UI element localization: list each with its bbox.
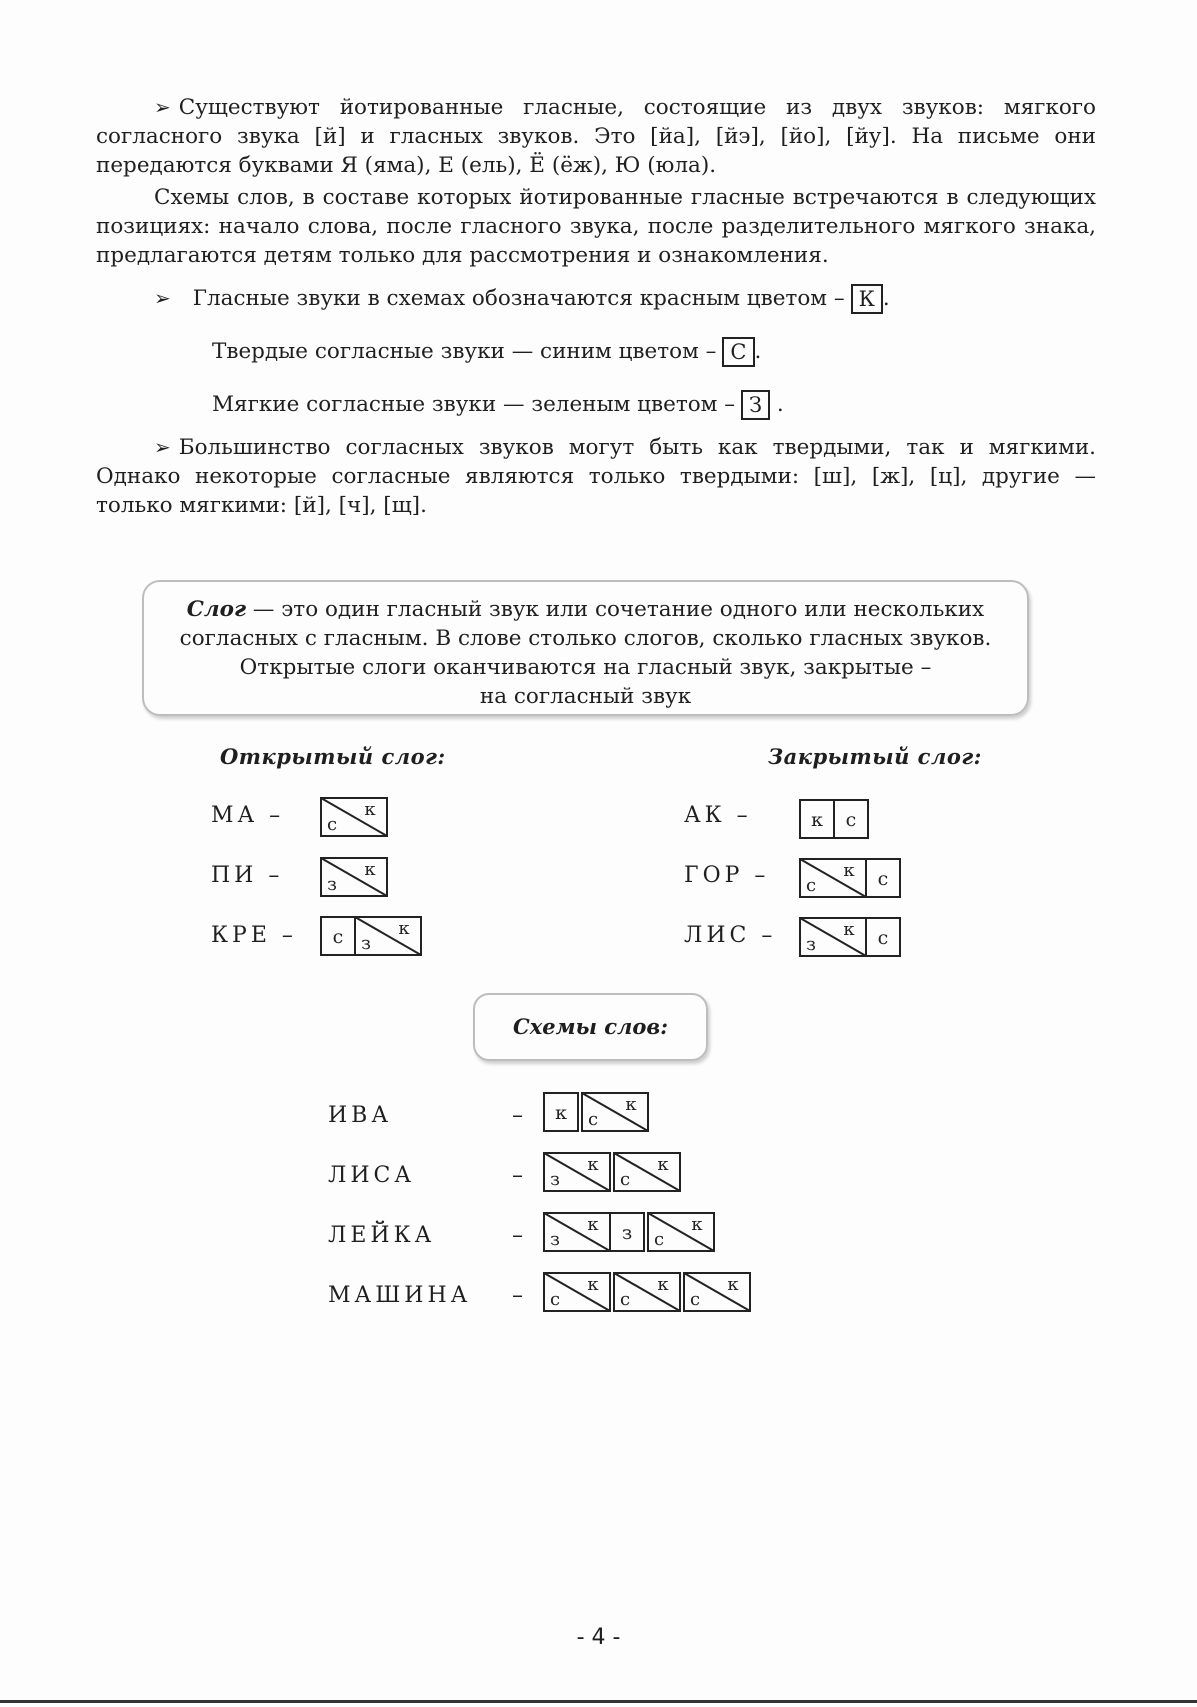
scheme-letter: к bbox=[587, 1274, 599, 1295]
paragraph-hard-soft bbox=[96, 433, 1096, 520]
open-syllable-heading: Открытый слог: bbox=[220, 744, 446, 769]
arrow-bullet-icon: ➢ bbox=[154, 95, 171, 119]
scheme-letter: к bbox=[587, 1214, 599, 1235]
scheme-letter: с bbox=[332, 926, 344, 948]
sound-scheme-svg bbox=[543, 1212, 715, 1252]
open-word-ma: МА – bbox=[211, 803, 285, 828]
scheme-letter: к bbox=[555, 1102, 567, 1124]
open-word-kre: КРЕ – bbox=[211, 923, 297, 948]
soft-sample-box: З bbox=[741, 390, 770, 420]
sound-scheme-svg bbox=[543, 1272, 751, 1312]
scheme-letter: к bbox=[364, 859, 376, 880]
scheme-letter: к bbox=[843, 860, 855, 881]
rule-line-3: Открытые слоги оканчиваются на гласный звук, закрытые – bbox=[239, 655, 932, 680]
hard-text: Твердые согласные звуки — синим цветом – bbox=[212, 339, 717, 364]
scheme-word-leika: ЛЕЙКА bbox=[328, 1223, 436, 1248]
scheme-word-mashina: МАШИНА bbox=[328, 1283, 472, 1308]
scheme-letter: с bbox=[845, 809, 857, 831]
rule-line-4: на согласный звук bbox=[479, 684, 692, 709]
scheme-letter: с bbox=[877, 927, 889, 949]
rule-line-1 bbox=[144, 595, 1027, 624]
scheme-letter: к bbox=[587, 1154, 599, 1175]
closed-syllable-heading: Закрытый слог: bbox=[768, 744, 982, 769]
rule-term: Слог bbox=[186, 597, 247, 622]
scheme-pi bbox=[320, 857, 388, 897]
scheme-letter: к bbox=[364, 799, 376, 820]
scheme-letter: с bbox=[619, 1289, 631, 1310]
scheme-letter: з bbox=[550, 1169, 560, 1190]
dash: – bbox=[512, 1223, 527, 1248]
scheme-letter: к bbox=[657, 1154, 669, 1175]
scheme-gor bbox=[799, 858, 901, 898]
scheme-letter: с bbox=[549, 1289, 561, 1310]
sound-scheme-svg bbox=[543, 1092, 649, 1132]
dash: – bbox=[512, 1103, 527, 1128]
scheme-letter: с bbox=[326, 814, 338, 835]
scheme-letter: к bbox=[625, 1094, 637, 1115]
scheme-lisa bbox=[543, 1152, 681, 1192]
scheme-letter: к bbox=[727, 1274, 739, 1295]
rule-text: — это один гласный звук или сочетание одного или нескольких bbox=[246, 597, 985, 622]
scheme-letter: с bbox=[877, 868, 889, 890]
scheme-lis bbox=[799, 917, 901, 957]
scheme-letter: к bbox=[657, 1274, 669, 1295]
hard-consonants-line: Твердые согласные звуки — синим цветом – С . bbox=[212, 337, 761, 367]
scheme-letter: с bbox=[653, 1229, 665, 1250]
scheme-letter: з bbox=[327, 874, 337, 895]
scheme-letter: с bbox=[689, 1289, 701, 1310]
paragraph-word-schemes: Схемы слов, в составе которых йотированные гласные встречаются в следующих позициях: начало слова, после гласного звука, после разделительного мягкого знака, предлагаются детям только для рассмотрения и ознакомления. bbox=[96, 185, 1096, 268]
soft-consonants-line: Мягкие согласные звуки — зеленым цветом – З . bbox=[212, 390, 784, 420]
paragraph-text: Существуют йотированные гласные, состоящие из двух звуков: мягкого согласного звука [й] и гласных звуков. Это [йа], [йэ], [йо], [йу]. На письме они передаются буквами Я (яма), Е (ель), Ё (ёж), Ю (юла). bbox=[96, 95, 1096, 178]
syllable-rule-box bbox=[142, 580, 1029, 716]
vowel-sample-box: К bbox=[851, 284, 883, 314]
sound-scheme-svg bbox=[799, 917, 901, 957]
dash: – bbox=[512, 1283, 527, 1308]
scheme-word-lisa: ЛИСА bbox=[328, 1163, 416, 1188]
sound-scheme-svg bbox=[320, 857, 388, 897]
closed-word-lis: ЛИС – bbox=[684, 923, 777, 948]
open-word-pi: ПИ – bbox=[211, 863, 284, 888]
scheme-mashina bbox=[543, 1272, 751, 1312]
page-number: - 4 - bbox=[576, 1625, 621, 1650]
hard-sample-box: С bbox=[722, 337, 754, 367]
word-schemes-heading: Схемы слов: bbox=[473, 993, 708, 1061]
dash: – bbox=[512, 1163, 527, 1188]
scheme-letter: к bbox=[691, 1214, 703, 1235]
arrow-bullet-icon: ➢ bbox=[154, 435, 171, 459]
sound-scheme-svg bbox=[320, 797, 388, 837]
scheme-ma bbox=[320, 797, 388, 837]
scheme-ak bbox=[799, 799, 869, 839]
scheme-letter: з bbox=[550, 1229, 560, 1250]
scheme-word-iva: ИВА bbox=[328, 1103, 393, 1128]
rule-line-2: согласных с гласным. В слове столько слогов, сколько гласных звуков. bbox=[179, 626, 992, 651]
paragraph-text: Большинство согласных звуков могут быть как твердыми, так и мягкими. Однако некоторые согласные являются только твердыми: [ш], [ж], [ц], другие — только мягкими: [й], [ч], [щ]. bbox=[96, 435, 1096, 518]
scheme-letter: з bbox=[806, 934, 816, 955]
closed-word-ak: АК – bbox=[684, 803, 752, 828]
soft-text: Мягкие согласные звуки — зеленым цветом – bbox=[212, 392, 735, 417]
scheme-letter: к bbox=[811, 809, 823, 831]
scheme-iva bbox=[543, 1092, 649, 1132]
scheme-leika bbox=[543, 1212, 715, 1252]
bottom-edge-line bbox=[0, 1700, 1197, 1703]
scheme-letter: к bbox=[843, 919, 855, 940]
vowels-text: Гласные звуки в схемах обозначаются красным цветом – bbox=[192, 286, 845, 311]
closed-word-gor: ГОР – bbox=[684, 863, 770, 888]
vowels-line: ➢ Гласные звуки в схемах обозначаются красным цветом – К . bbox=[154, 284, 890, 314]
sound-scheme-svg bbox=[799, 799, 869, 839]
scheme-letter: з bbox=[361, 933, 371, 954]
arrow-bullet-icon: ➢ bbox=[154, 286, 171, 310]
paragraph-iotated-vowels bbox=[96, 93, 1096, 180]
scheme-kre bbox=[320, 916, 422, 956]
sound-scheme-svg bbox=[543, 1152, 681, 1192]
sound-scheme-svg bbox=[799, 858, 901, 898]
sound-scheme-svg bbox=[320, 916, 422, 956]
scheme-letter: с bbox=[805, 875, 817, 896]
scheme-letter: к bbox=[398, 918, 410, 939]
scheme-letter: с bbox=[587, 1109, 599, 1130]
scheme-letter: з bbox=[621, 1222, 633, 1244]
scheme-letter: с bbox=[619, 1169, 631, 1190]
